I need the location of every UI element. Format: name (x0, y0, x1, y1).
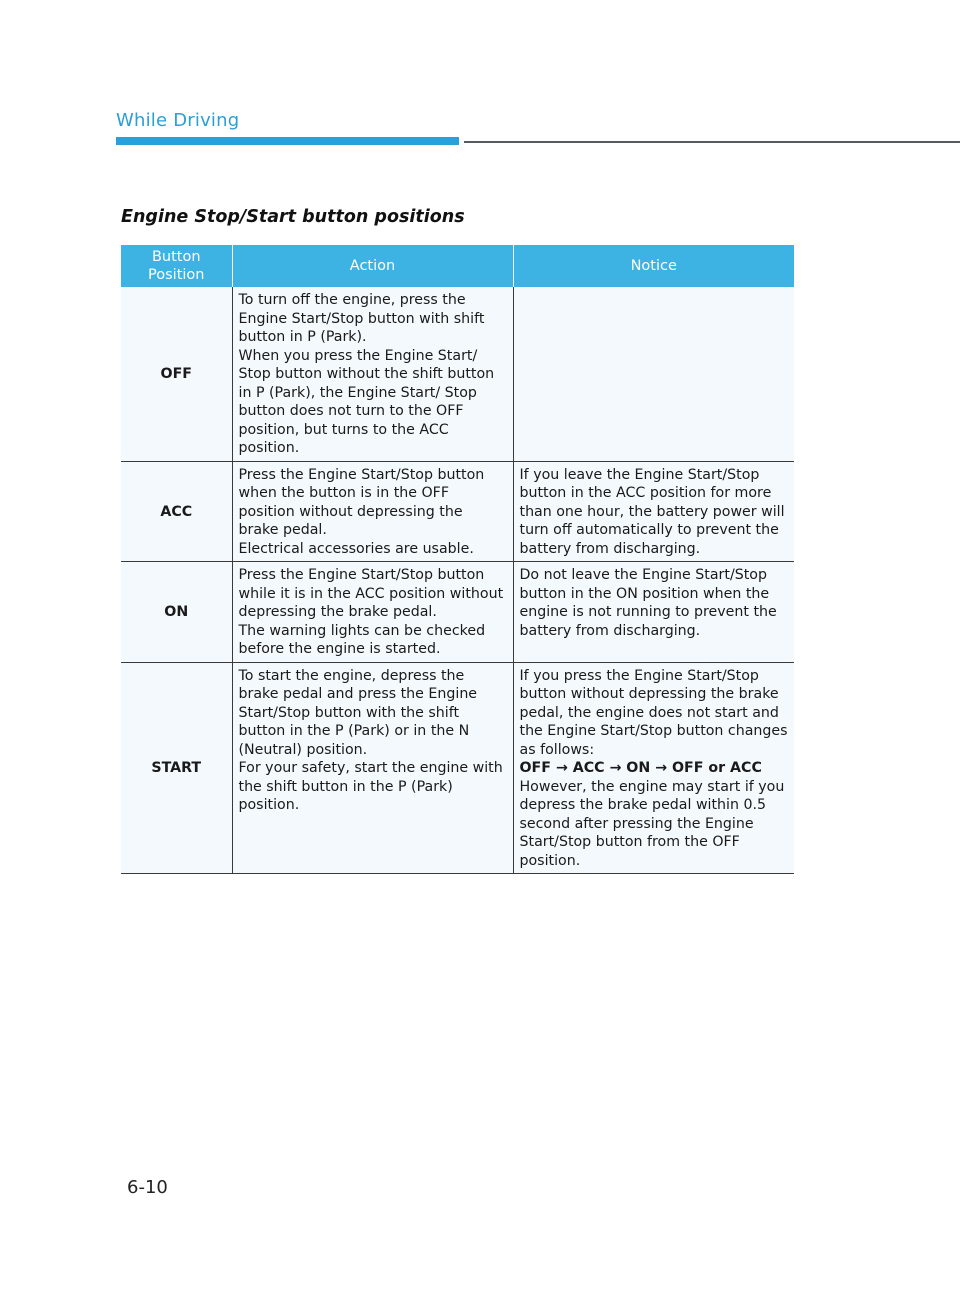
action-line: To start the engine, depress the brake pedal and press the Engine Start/Stop button with the shift button in the P (Park) or in the N (Neutral) position. (238, 667, 478, 758)
action-line: Electrical accessories are usable. (238, 540, 474, 557)
notice-line: If you press the Engine Start/Stop button without depressing the brake pedal, the engine does not start and the Engine Start/Stop button changes as follows: (519, 667, 788, 758)
table-row (121, 562, 794, 663)
action-cell (232, 562, 513, 663)
button-positions-table (121, 245, 794, 874)
header-rule (464, 141, 960, 143)
position-on: ON (121, 562, 232, 663)
action-cell (232, 461, 513, 562)
position-sequence: OFF → ACC → ON → OFF or ACC (519, 760, 762, 776)
action-line: When you press the Engine Start/ Stop button without the shift button in P (Park), the Engine Start/ Stop button does not turn to the OFF position, but turns to the ACC position. (238, 347, 495, 456)
table-header-row (121, 245, 794, 287)
table-row (121, 287, 794, 461)
action-line: For your safety, start the engine with the shift button in the P (Park) position. (238, 760, 503, 813)
notice-cell (513, 287, 794, 461)
position-off: OFF (121, 287, 232, 461)
action-cell (232, 287, 513, 461)
section-title: While Driving (116, 110, 240, 131)
notice-line: If you leave the Engine Start/Stop button in the ACC position for more than one hour, the battery power will turn off automatically to prevent the battery from discharging. (519, 466, 785, 557)
page-number: 6-10 (127, 1177, 168, 1198)
header-rule-accent (116, 137, 459, 145)
action-line: Press the Engine Start/Stop button while it is in the ACC position without depressing the brake pedal. (238, 567, 504, 620)
notice-line: However, the engine may start if you depress the brake pedal within 0.5 second after pressing the Engine Start/Stop button from the OFF position. (519, 778, 785, 869)
page-heading: Engine Stop/Start button positions (121, 207, 465, 227)
table-row (121, 662, 794, 874)
notice-cell (513, 662, 794, 874)
notice-line: Do not leave the Engine Start/Stop button in the ON position when the engine is not running to prevent the battery from discharging. (519, 567, 777, 639)
header-action: Action (232, 245, 513, 287)
position-start: START (121, 662, 232, 874)
header-button-position: Button Position (121, 245, 232, 287)
header-notice: Notice (513, 245, 794, 287)
notice-cell (513, 562, 794, 663)
position-acc: ACC (121, 461, 232, 562)
action-line: Press the Engine Start/Stop button when the button is in the OFF position without depressing the brake pedal. (238, 466, 485, 538)
action-line: The warning lights can be checked before the engine is started. (238, 622, 486, 657)
notice-cell (513, 461, 794, 562)
table-row (121, 461, 794, 562)
action-cell (232, 662, 513, 874)
action-line: To turn off the engine, press the Engine Start/Stop button with shift button in P (Park). (238, 292, 485, 345)
